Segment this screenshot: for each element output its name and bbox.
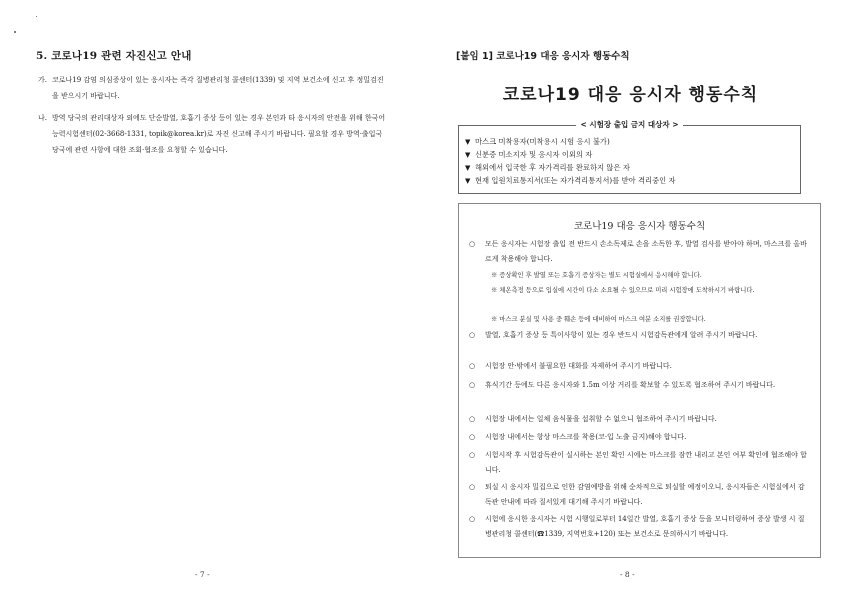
conduct-item-text: 휴식기간 등에도 다른 응시자와 1.5m 이상 거리를 확보할 수 있도록 협조하여 주시기 바랍니다.	[485, 381, 776, 389]
conduct-item-text: 시험시작 후 시험감독관이 실시하는 본인 확인 시에는 마스크를 잠깐 내리고 본인 여부 확인에 협조해야 합니다.	[485, 451, 807, 474]
circle-bullet-icon: ○	[469, 433, 476, 441]
item-text: 방역 당국의 관리대상자 외에도 단순발열, 호흡기 증상 등이 있는 경우 본인과 타 응시자의 안전을 위해 한국어능력시험센터(02-3668-1331, topik@korea.kr)로 자진 신고해 주시기 바랍니다. 필요할 경우 방역·출입국 당국에 관련 사항에 대한 조회·협조를 요청할 수 있습니다.	[52, 114, 386, 154]
page-number: - 8 -	[620, 570, 635, 579]
right-page	[420, 0, 841, 595]
ban-box-title-text: < 시험장 출입 금지 대상자 >	[576, 120, 682, 129]
note-text: ※ 마스크 분실 및 사용 중 훼손 등에 대비하여 마스크 여분 소지를 권장합니다.	[491, 316, 706, 323]
triangle-down-icon: ▼	[465, 151, 471, 159]
circle-bullet-icon: ○	[469, 331, 476, 339]
circle-bullet-icon: ○	[469, 483, 476, 491]
triangle-down-icon: ▼	[465, 177, 471, 185]
circle-bullet-icon: ○	[469, 451, 476, 459]
item-marker: 가.	[38, 76, 47, 84]
main-title: 코로나19 대응 응시자 행동수칙	[502, 85, 759, 105]
ban-item	[465, 176, 676, 186]
conduct-note	[491, 313, 801, 327]
circle-bullet-icon: ○	[469, 240, 476, 248]
entry-ban-box	[458, 120, 801, 194]
item-text: 코로나19 감염 의심증상이 있는 응시자는 즉각 질병관리청 콜센터(1339) 및 지역 보건소에 신고 후 정밀검진을 받으시기 바랍니다.	[52, 76, 384, 100]
note-text: ※ 증상확인 후 발열 또는 호흡기 증상자는 별도 시험실에서 응시해야 합니다.	[491, 272, 702, 279]
circle-bullet-icon: ○	[469, 515, 476, 523]
section-title: 5. 코로나19 관련 자진신고 안내	[36, 50, 192, 62]
conduct-item-text: 퇴실 시 응시자 밀집으로 인한 감염예방을 위해 순차적으로 퇴실할 예정이오니, 응시자들은 시험실에서 감독관 안내에 따라 질서있게 대기해 주시기 바랍니다.	[485, 483, 805, 506]
circle-bullet-icon: ○	[469, 381, 476, 389]
appendix-label: [붙임 1] 코로나19 대응 응시자 행동수칙	[456, 51, 630, 62]
conduct-note	[491, 269, 801, 283]
ban-item	[465, 163, 630, 173]
conduct-item-text: 시험장 내에서는 일체 음식물을 섭취할 수 없으니 협조하여 주시기 바랍니다.	[485, 415, 717, 423]
item-marker: 나.	[38, 114, 47, 122]
circle-bullet-icon: ○	[469, 362, 476, 370]
code-box-title: 코로나19 대응 응시자 행동수칙	[573, 221, 706, 232]
left-page	[0, 0, 420, 595]
conduct-note	[491, 284, 801, 298]
ban-item-text: 신분증 미소지자 및 응시자 이외의 자	[475, 150, 593, 159]
code-of-conduct-box	[458, 203, 821, 558]
conduct-item-text: 시험장 내에서는 항상 마스크를 착용(코·입 노출 금지)해야 합니다.	[485, 433, 687, 441]
ban-item-text: 마스크 미착용자(미착용시 시험 응시 불가)	[475, 137, 610, 146]
ban-box-title	[459, 119, 800, 130]
ban-item	[465, 137, 610, 147]
ban-item	[465, 150, 592, 160]
ban-item-text: 현재 입원치료통지서(또는 자가격리통지서)를 받아 격리중인 자	[475, 176, 676, 185]
triangle-down-icon: ▼	[465, 164, 471, 172]
conduct-item-text: 모든 응시자는 시험장 출입 전 반드시 손소독제로 손을 소독한 후, 발열 검사를 받아야 하며, 마스크를 올바르게 착용해야 합니다.	[485, 240, 807, 263]
conduct-item-text: 발열, 호흡기 증상 등 특이사항이 있는 경우 반드시 시험감독관에게 알려 주시기 바랍니다.	[485, 331, 758, 339]
triangle-down-icon: ▼	[465, 138, 471, 146]
conduct-item-text: 시험에 응시한 응시자는 시험 시행일로부터 14일간 발열, 호흡기 증상 등을 모니터링하여 증상 발생 시 질병관리청 콜센터(☎1339, 지역번호+120) 또는 보건소로 문의하시기 바랍니다.	[485, 515, 805, 538]
ban-item-text: 해외에서 입국한 후 자가격리를 완료하지 않은 자	[475, 163, 630, 172]
circle-bullet-icon: ○	[469, 415, 476, 423]
conduct-item-text: 시험장 안·밖에서 불필요한 대화를 자제하여 주시기 바랍니다.	[485, 362, 672, 370]
page-number: - 7 -	[195, 570, 210, 579]
note-text: ※ 체온측정 등으로 입실에 시간이 다소 소요될 수 있으므로 미리 시험장에 도착하시기 바랍니다.	[491, 287, 755, 294]
